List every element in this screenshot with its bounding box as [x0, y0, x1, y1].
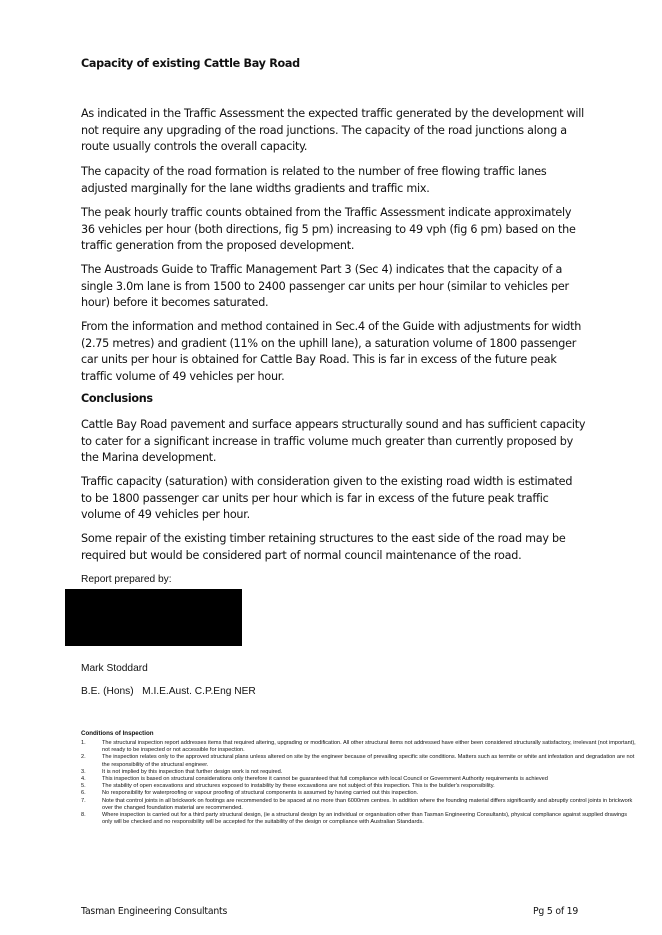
condition-text: This inspection is based on structural considerations only therefore it cannot be guaranteed that full compliance with local Council or Government Authority requirements is achieved	[102, 776, 548, 783]
condition-text: Note that control joints in all brickwork on footings are recommended to be spaced at no more than 6000mm centres. In addition where the founding material differs significantly and abruptly control joints in brickwork over the changed foundation material are recommended.	[102, 797, 633, 811]
conditions-title: Conditions of Inspection	[81, 730, 154, 737]
conclusion-3: Some repair of the existing timber retaining structures to the east side of the road may be required but would be considered part of normal council maintenance of the road.	[81, 532, 566, 562]
condition-text: Where inspection is carried out for a third party structural design, (ie a structural design by an individual or organisation other than Tasman Engineering Consultants), physical compliance against supplied drawings only will be checked and no responsibility will be accepted for the suitability of the design or compliance with Australian Standards.	[102, 812, 628, 826]
condition-item	[81, 740, 636, 754]
paragraph-1: As indicated in the Traffic Assessment the expected traffic generated by the development will not require any upgrading of the road junctions. The capacity of the road junctions along a route usually controls the overall capacity.	[81, 107, 584, 153]
condition-item	[81, 812, 636, 826]
condition-text: The structural inspection report addresses items that required altering, upgrading or modification. All other structural items not addressed have either been considered structurally satisfactory, irrelevant (not important), not ready to be inspected or not accessible for inspection.	[102, 740, 636, 754]
condition-number: 8.	[81, 812, 86, 819]
footer-page-number: Pg 5 of 19	[533, 906, 579, 917]
paragraph-3: The peak hourly traffic counts obtained from the Traffic Assessment indicate approximately 36 vehicles per hour (both directions, fig 5 pm) increasing to 49 vph (fig 6 pm) based on the traffic generation from the proposed development.	[81, 206, 576, 252]
prepared-by-label: Report prepared by:	[81, 574, 172, 585]
condition-number: 6.	[81, 790, 86, 797]
footer-company: Tasman Engineering Consultants	[81, 906, 228, 917]
condition-text: The inspection relates only to the approved structural plans unless altered on site by the engineer because of prevailing specific site conditions. Matters such as termite or white ant infestation and degradation are not the responsibility of the structural engineer.	[102, 754, 635, 768]
section-title: Capacity of existing Cattle Bay Road	[81, 57, 300, 70]
condition-number: 3.	[81, 768, 86, 775]
condition-number: 1.	[81, 740, 86, 746]
condition-item	[81, 754, 636, 768]
condition-item	[81, 798, 636, 812]
author-name: Mark Stoddard	[81, 663, 148, 674]
condition-number: 5.	[81, 783, 86, 790]
condition-text: No responsibility for waterproofing or vapour proofing of structural components is assumed by having carried out this inspection.	[102, 790, 419, 797]
condition-item	[81, 769, 636, 776]
conclusions-heading: Conclusions	[81, 392, 153, 405]
paragraph-4: The Austroads Guide to Traffic Management Part 3 (Sec 4) indicates that the capacity of a single 3.0m lane is from 1500 to 2400 passenger car units per hour (similar to vehicles per hour) before it becomes saturated.	[81, 263, 569, 309]
condition-item	[81, 776, 636, 783]
paragraph-5: From the information and method contained in Sec.4 of the Guide with adjustments for width (2.75 metres) and gradient (11% on the uphill lane), a saturation volume of 1800 passenger car units per hour is obtained for Cattle Bay Road. This is far in excess of the future peak traffic volume of 49 vehicles per hour.	[81, 320, 582, 383]
conclusion-1: Cattle Bay Road pavement and surface appears structurally sound and has sufficient capacity to cater for a significant increase in traffic volume much greater than currently proposed by the Marina development.	[81, 418, 586, 464]
condition-item	[81, 783, 636, 790]
condition-number: 2.	[81, 754, 86, 761]
conclusion-2: Traffic capacity (saturation) with consideration given to the existing road width is estimated to be 1800 passenger car units per hour which is far in excess of the future peak traffic volume of 49 vehicles per hour.	[81, 475, 573, 521]
condition-item	[81, 790, 636, 797]
condition-number: 7.	[81, 797, 86, 804]
redacted-signature-block	[65, 589, 242, 646]
conditions-list	[81, 740, 636, 826]
condition-text: It is not implied by this inspection that further design work is not required.	[102, 768, 283, 775]
condition-number: 4.	[81, 776, 86, 783]
paragraph-2: The capacity of the road formation is related to the number of free flowing traffic lanes adjusted marginally for the lane widths gradients and traffic mix.	[81, 165, 547, 195]
author-credentials: B.E. (Hons) M.I.E.Aust. C.P.Eng NER	[81, 686, 256, 697]
condition-text: The stability of open excavations and structures exposed to instability by these excavations are not subject of this inspection. This is the builder's responsibility.	[102, 783, 495, 790]
